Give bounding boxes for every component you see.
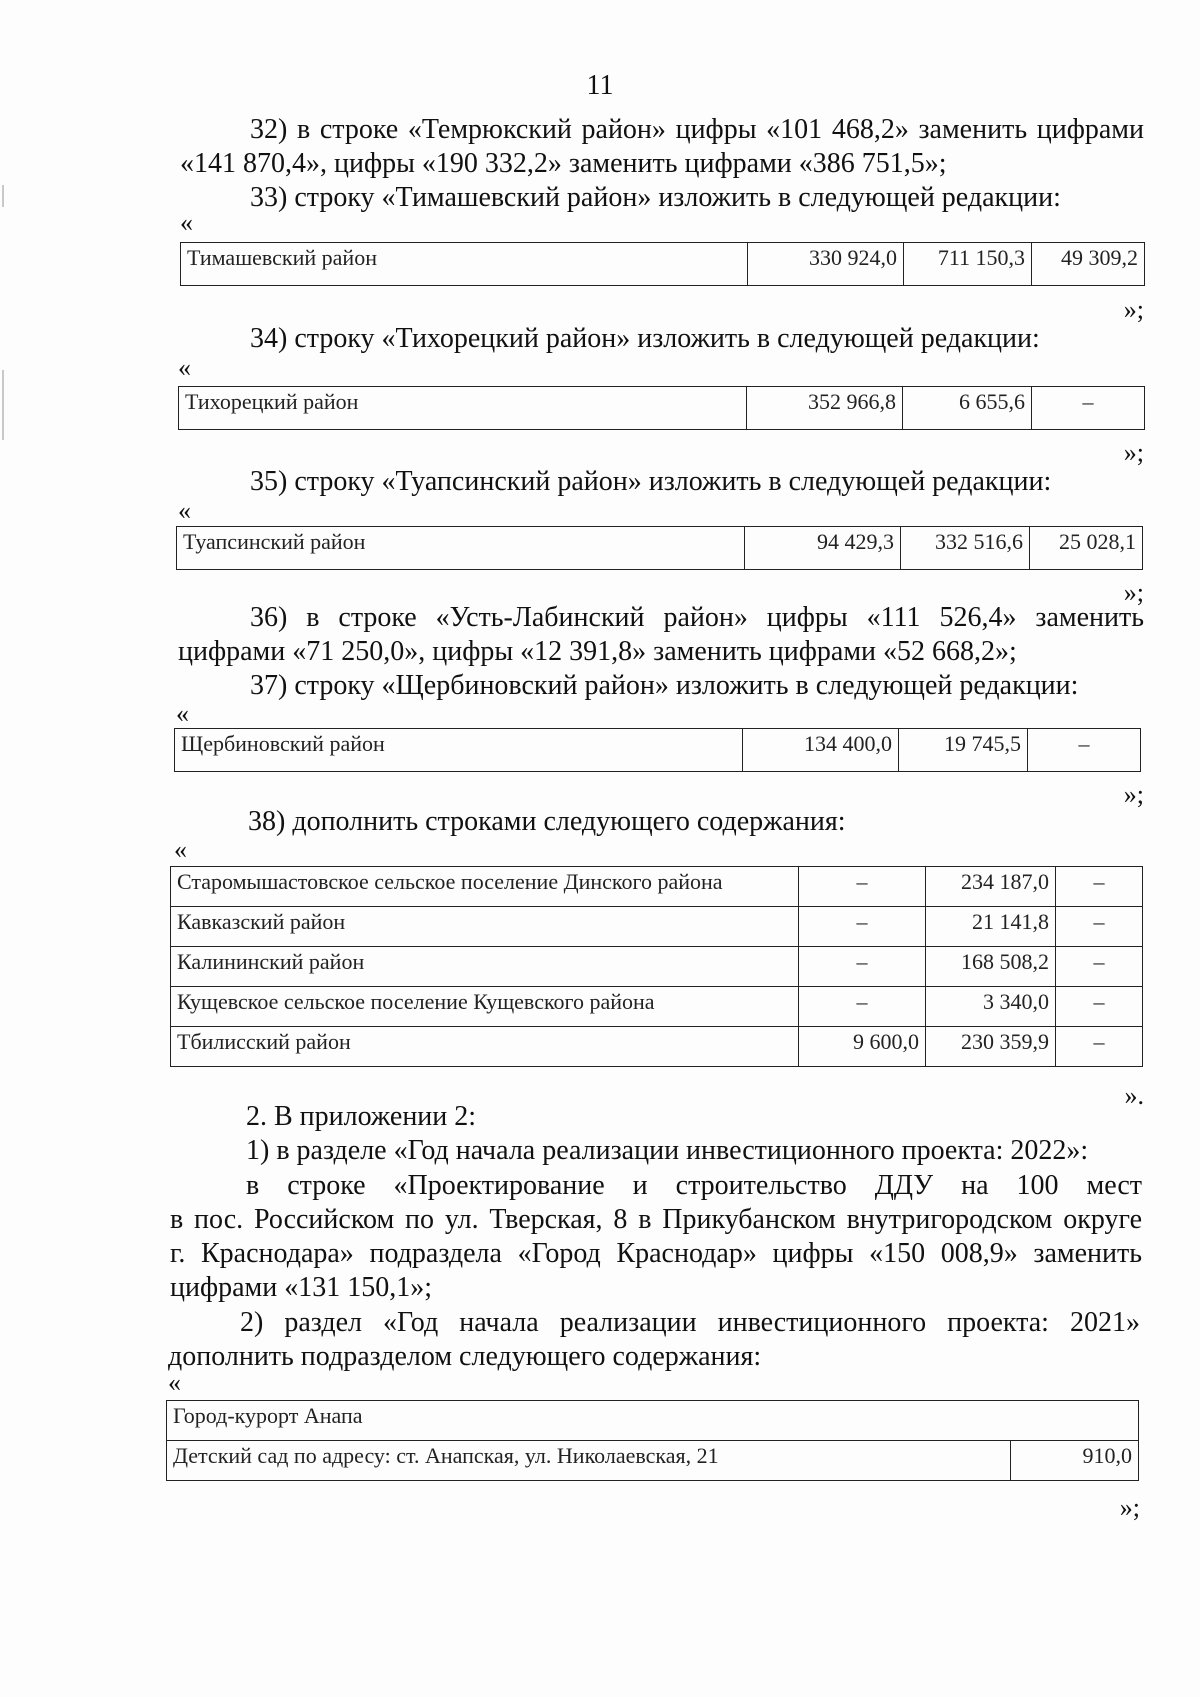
row-value-2: 168 508,2 [926, 947, 1056, 987]
row-name: Туапсинский район [177, 527, 745, 570]
paragraph-36-line-1: 36) в строке «Усть-Лабинский район» цифры «111 526,4» заменить [250, 602, 1144, 633]
row-value-1: 94 429,3 [745, 527, 901, 570]
table-header-row [167, 1401, 1139, 1441]
section-2-text-line-3: г. Краснодара» подраздела «Город Краснодар» цифры «150 008,9» заменить [170, 1238, 1142, 1269]
paragraph-35: 35) строку «Туапсинский район» изложить в следующей редакции: [250, 466, 1052, 497]
row-value-3: – [1028, 729, 1141, 772]
table-row [181, 243, 1145, 286]
row-value-3: – [1056, 1027, 1143, 1067]
table-timashevsky [180, 242, 1145, 286]
close-quote: »; [1123, 438, 1144, 467]
paragraph-37: 37) строку «Щербиновский район» изложить в следующей редакции: [250, 670, 1079, 701]
row-name: Старомышастовское сельское поселение Динского района [171, 867, 799, 907]
page-number: 11 [586, 70, 614, 101]
open-quote: « [168, 1368, 181, 1397]
close-quote: »; [1123, 295, 1144, 324]
row-value-1: 330 924,0 [748, 243, 904, 286]
open-quote: « [180, 208, 193, 237]
open-quote: « [176, 699, 189, 728]
table-row [167, 1441, 1139, 1481]
row-name: Щербиновский район [175, 729, 743, 772]
row-value-1: – [799, 947, 926, 987]
table-row [177, 527, 1143, 570]
open-quote: « [178, 496, 191, 525]
row-value-3: 25 028,1 [1030, 527, 1143, 570]
paragraph-32-line-1: 32) в строке «Темрюкский район» цифры «101 468,2» заменить цифрами [250, 114, 1144, 145]
section-2-text-line-4: цифрами «131 150,1»; [170, 1272, 433, 1303]
row-value-2: 6 655,6 [903, 387, 1032, 430]
section-2-text-line-1: в строке «Проектирование и строительство ДДУ на 100 мест [246, 1170, 1142, 1201]
table-row [171, 867, 1143, 907]
row-name: Тимашевский район [181, 243, 748, 286]
row-value-3: – [1032, 387, 1145, 430]
table-row [171, 1027, 1143, 1067]
subsection-title: Город-курорт Анапа [167, 1401, 1139, 1441]
row-value-1: – [799, 867, 926, 907]
row-value-3: 49 309,2 [1032, 243, 1145, 286]
table-additions [170, 866, 1143, 1067]
row-value-2: 332 516,6 [901, 527, 1030, 570]
table-anapa [166, 1400, 1139, 1481]
row-name: Детский сад по адресу: ст. Анапская, ул. Николаевская, 21 [167, 1441, 1011, 1481]
section-2-item-2-line-2: дополнить подразделом следующего содержания: [168, 1341, 762, 1372]
close-quote: »; [1119, 1493, 1140, 1522]
paragraph-32-line-2: «141 870,4», цифры «190 332,2» заменить цифрами «386 751,5»; [180, 148, 947, 179]
close-quote: ». [1124, 1081, 1144, 1110]
row-value-3: – [1056, 947, 1143, 987]
row-name: Калининский район [171, 947, 799, 987]
table-row [175, 729, 1141, 772]
row-value-3: – [1056, 987, 1143, 1027]
section-2-text-line-2: в пос. Российском по ул. Тверская, 8 в Прикубанском внутригородском округе [170, 1204, 1142, 1235]
table-row [171, 987, 1143, 1027]
close-quote: »; [1123, 578, 1144, 607]
row-value-2: 19 745,5 [899, 729, 1028, 772]
paragraph-36-line-2: цифрами «71 250,0», цифры «12 391,8» заменить цифрами «52 668,2»; [178, 636, 1017, 667]
row-value-2: 21 141,8 [926, 907, 1056, 947]
table-row [179, 387, 1145, 430]
row-value-1: – [799, 987, 926, 1027]
close-quote: »; [1123, 780, 1144, 809]
table-tuapsinsky [176, 526, 1143, 570]
row-value-2: 3 340,0 [926, 987, 1056, 1027]
table-tikhoretsky [178, 386, 1145, 430]
row-value: 910,0 [1011, 1441, 1139, 1481]
row-value-1: 352 966,8 [747, 387, 903, 430]
row-value-1: – [799, 907, 926, 947]
paragraph-33: 33) строку «Тимашевский район» изложить в следующей редакции: [250, 182, 1061, 213]
row-value-3: – [1056, 867, 1143, 907]
row-name: Тихорецкий район [179, 387, 747, 430]
table-row [171, 907, 1143, 947]
row-value-1: 9 600,0 [799, 1027, 926, 1067]
table-row [171, 947, 1143, 987]
scan-edge-mark [2, 370, 4, 440]
row-value-2: 230 359,9 [926, 1027, 1056, 1067]
row-value-2: 711 150,3 [904, 243, 1032, 286]
scan-edge-mark [2, 185, 4, 207]
row-value-1: 134 400,0 [743, 729, 899, 772]
table-shcherbinovsky [174, 728, 1141, 772]
row-name: Кущевское сельское поселение Кущевского района [171, 987, 799, 1027]
row-value-2: 234 187,0 [926, 867, 1056, 907]
section-2-item-2-line-1: 2) раздел «Год начала реализации инвестиционного проекта: 2021» [240, 1307, 1140, 1338]
row-value-3: – [1056, 907, 1143, 947]
open-quote: « [174, 835, 187, 864]
open-quote: « [178, 353, 191, 382]
paragraph-38: 38) дополнить строками следующего содержания: [248, 806, 846, 837]
section-2-heading: 2. В приложении 2: [246, 1101, 477, 1132]
row-name: Кавказский район [171, 907, 799, 947]
paragraph-34: 34) строку «Тихорецкий район» изложить в следующей редакции: [250, 323, 1040, 354]
row-name: Тбилисский район [171, 1027, 799, 1067]
section-2-item-1: 1) в разделе «Год начала реализации инвестиционного проекта: 2022»: [246, 1135, 1089, 1166]
